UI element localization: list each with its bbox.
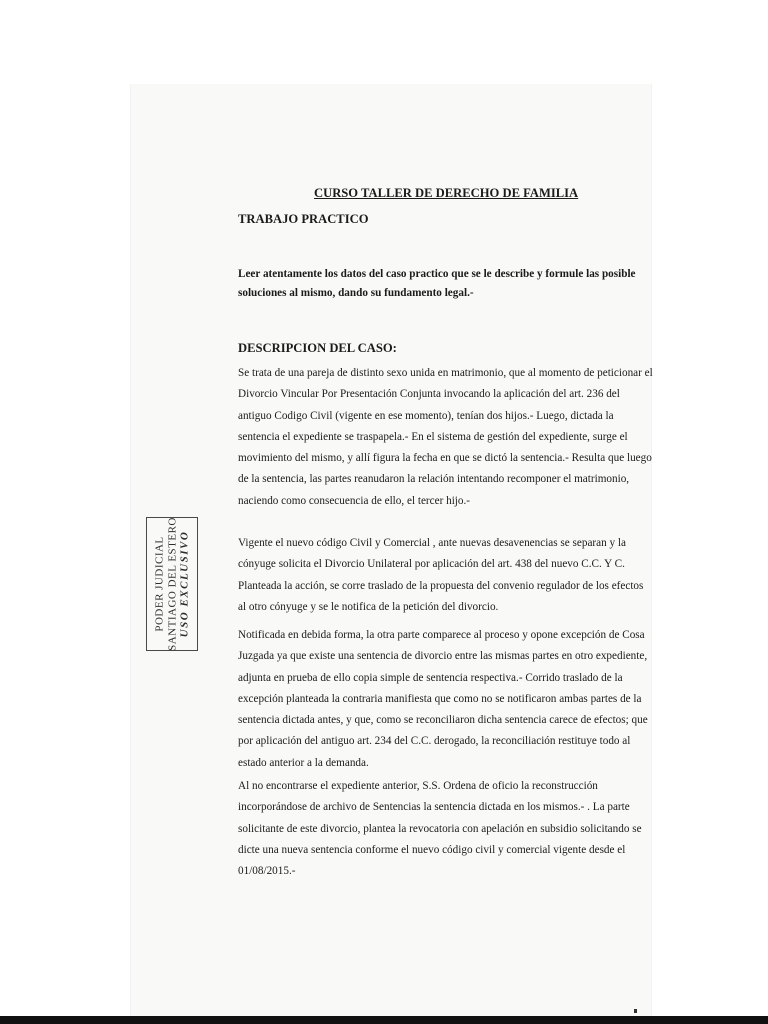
stamp-text (153, 517, 191, 651)
scan-bottom-edge (0, 1016, 768, 1024)
document-title: CURSO TALLER DE DERECHO DE FAMILIA (314, 186, 579, 200)
judicial-stamp (146, 517, 198, 651)
scan-speck (634, 1009, 637, 1013)
document-subtitle: TRABAJO PRACTICO (238, 212, 369, 226)
stamp-line-2: SANTIAGO DEL ESTERO (165, 517, 178, 651)
case-paragraph-4: Al no encontrarse el expediente anterior, S.S. Ordena de oficio la reconstrucción incorporándose de archivo de Sentencias la sentencia dictada en los mismos.- . La parte solicitante de este divorcio, plantea la revocatoria con apelación en subsidio solicitando se dicte una nueva sentencia conforme el nuevo código civil y comercial vigente desde el 01/08/2015.- (238, 780, 642, 878)
case-description-heading: DESCRIPCION DEL CASO: (238, 341, 397, 355)
case-paragraph-2: Vigente el nuevo código Civil y Comercial , ante nuevas desavenencias se separan y la cónyuge solicita el Divorcio Unilateral por aplicación del art. 438 del nuevo C.C. Y C. Planteada la acción, se corre traslado de la propuesta del convenio regulador de los efectos al otro cónyuge y se le notifica de la petición del divorcio. (238, 537, 644, 613)
instructions-text: Leer atentamente los datos del caso practico que se le describe y formule las posible soluciones al mismo, dando su fundamento legal.- (238, 268, 636, 299)
stamp-line-3: USO EXCLUSIVO (178, 530, 191, 638)
stamp-line-1: PODER JUDICIAL (153, 536, 166, 632)
case-paragraph-1: Se trata de una pareja de distinto sexo unida en matrimonio, que al momento de peticionar el Divorcio Vincular Por Presentación Conjunta invocando la aplicación del art. 236 del antiguo Codigo Civil (vigente en ese momento), tenían dos hijos.- Luego, dictada la sentencia el expediente se traspapela.- En el sistema de gestión del expediente, surge el movimiento del mismo, y allí figura la fecha en que se dictó la sentencia.- Resulta que luego de la sentencia, las partes reanudaron la relación intentando recomponer el matrimonio, naciendo como consecuencia de ello, el tercer hijo.- (238, 367, 653, 507)
case-paragraph-3: Notificada en debida forma, la otra parte comparece al proceso y opone excepción de Cosa Juzgada ya que existe una sentencia de divorcio entre las mismas partes en otro expediente, adjunta en prueba de ello copia simple de sentencia respectiva.- Corrido traslado de la excepción planteada la contraria manifiesta que como no se notificaron ambas partes de la sentencia dictada antes, y que, como se reconciliaron dicha sentencia carece de efectos; que por aplicación del antiguo art. 234 del C.C. derogado, la reconciliación restituye todo al estado anterior a la demanda. (238, 629, 648, 769)
